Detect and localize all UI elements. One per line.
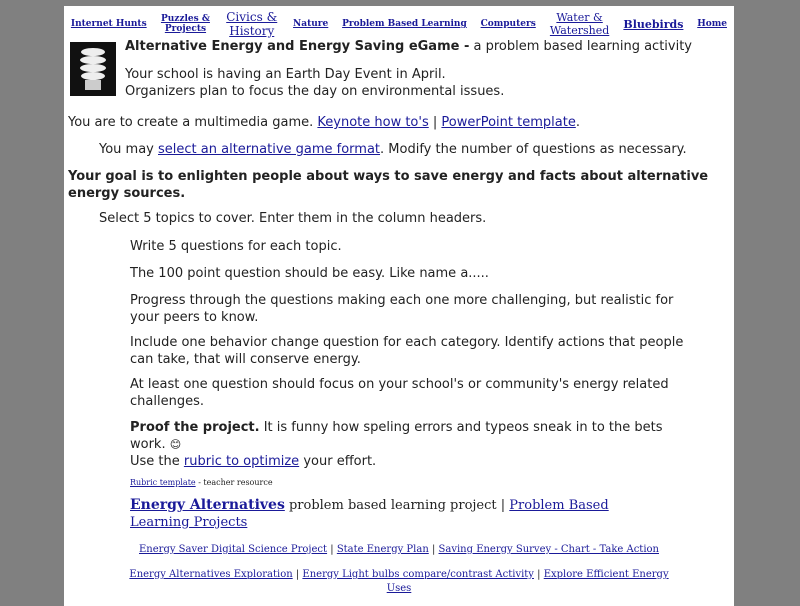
efficient-energy-link[interactable]: Explore Efficient Energy Uses xyxy=(386,569,669,594)
smiley-icon: 😊 xyxy=(169,438,182,451)
light-bulb-image xyxy=(70,42,116,96)
rubric-line: Rubric template - teacher resource xyxy=(130,478,273,487)
links-row-2: Energy Alternatives Exploration | Energy Light bulbs compare/contrast Activity | Explore Efficient Energy Uses xyxy=(129,569,669,594)
nav-civics-history[interactable]: Civics & History xyxy=(226,10,278,38)
list-item: At least one question should focus on your school's or community's energy related challenges. xyxy=(130,377,669,409)
nav-computers[interactable]: Computers xyxy=(480,19,536,29)
state-energy-plan-link[interactable]: State Energy Plan xyxy=(336,544,429,555)
energy-alternatives-link[interactable]: Energy Alternatives xyxy=(130,497,285,513)
keynote-link[interactable]: Keynote how to's xyxy=(317,115,429,130)
pbl-projects-link[interactable]: Problem Based Learning Projects xyxy=(130,498,609,530)
nav-home[interactable]: Home xyxy=(697,19,727,29)
nav-bluebirds[interactable]: Bluebirds xyxy=(623,17,684,31)
nav-water-watershed[interactable]: Water & Watershed xyxy=(549,11,610,37)
list-item: Include one behavior change question for each category. Identify actions that people can take, that will conserve energy. xyxy=(130,335,684,367)
intro: Your school is having an Earth Day Event in April. Organizers plan to focus the day on environmental issues. xyxy=(125,67,505,99)
list-item: Progress through the questions making each one more challenging, but realistic for your peers to know. xyxy=(130,293,674,325)
para-format: You may select an alternative game format. Modify the number of questions as necessary. xyxy=(99,142,687,157)
list-item: The 100 point question should be easy. Like name a..... xyxy=(130,266,489,281)
rubric-template-link[interactable]: Rubric template xyxy=(130,478,196,487)
energy-saver-link[interactable]: Energy Saver Digital Science Project xyxy=(139,544,328,555)
page xyxy=(64,6,734,606)
nav-nature[interactable]: Nature xyxy=(293,19,329,29)
list-item: Write 5 questions for each topic. xyxy=(130,239,342,254)
energy-exploration-link[interactable]: Energy Alternatives Exploration xyxy=(129,569,293,580)
saving-energy-survey-link[interactable]: Saving Energy Survey - Chart - Take Action xyxy=(438,544,659,555)
proof: Proof the project. It is funny how speling errors and typeos sneak in to the bets work. 😊 Use the rubric to optimize your effort. xyxy=(130,420,663,469)
para-create: You are to create a multimedia game. Keynote how to's | PowerPoint template. xyxy=(68,115,580,130)
top-nav xyxy=(64,10,734,38)
powerpoint-link[interactable]: PowerPoint template xyxy=(441,115,576,130)
select-topics: Select 5 topics to cover. Enter them in the column headers. xyxy=(99,211,487,226)
links-row-1: Energy Saver Digital Science Project | State Energy Plan | Saving Energy Survey - Chart - Take Action xyxy=(139,544,659,555)
alt-format-link[interactable]: select an alternative game format xyxy=(158,142,381,157)
nav-puzzles-projects[interactable]: Puzzles & Projects xyxy=(160,14,210,34)
rubric-optimize-link[interactable]: rubric to optimize xyxy=(183,454,300,469)
light-bulbs-link[interactable]: Energy Light bulbs compare/contrast Activity xyxy=(302,569,534,580)
page-title: Alternative Energy and Energy Saving eGame - xyxy=(125,39,470,54)
goal: Your goal is to enlighten people about ways to save energy and facts about alternative energy sources. xyxy=(68,169,709,201)
energy-line: Energy Alternatives problem based learning project | Problem Based Learning Projects xyxy=(130,497,609,530)
nav-internet-hunts[interactable]: Internet Hunts xyxy=(70,19,147,29)
nav-problem-based-learning[interactable]: Problem Based Learning xyxy=(342,19,467,29)
page-subtitle: a problem based learning activity xyxy=(473,39,692,54)
